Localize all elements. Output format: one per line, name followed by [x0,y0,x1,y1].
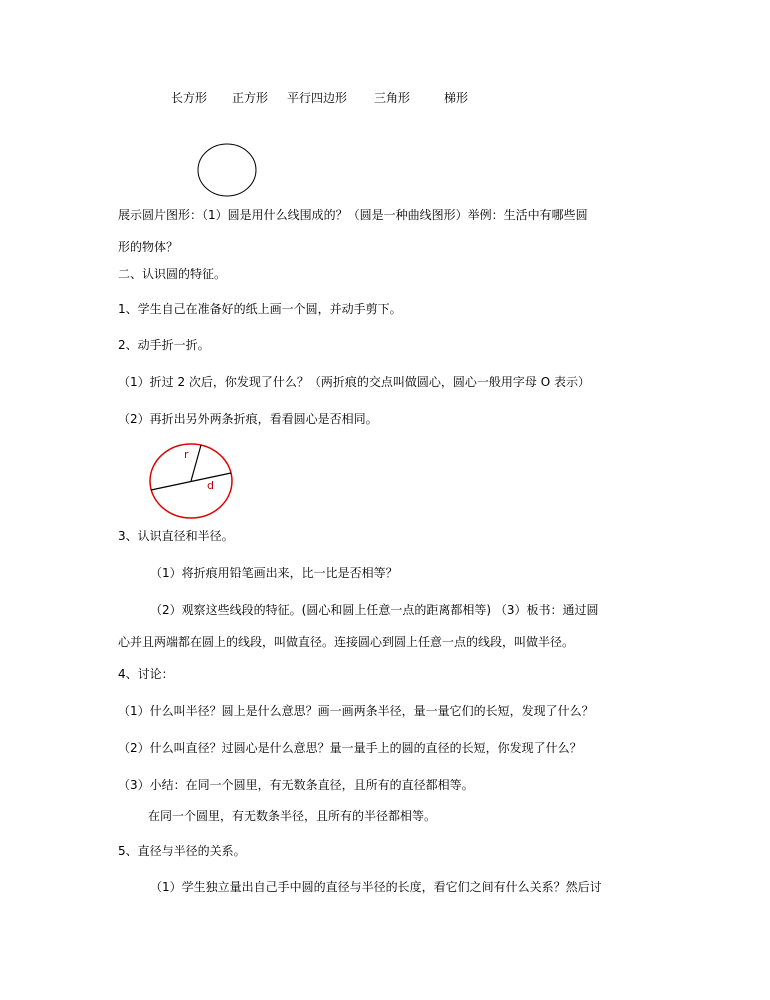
radius-label: r [184,448,189,461]
section-heading-2: 二、认识圆的特征。 [118,267,227,281]
diameter-line [151,473,231,490]
text-line-11: 心并且两端都在圆上的线段，叫做直径。连接圆心到圆上任意一点的线段，叫做半径。 [118,635,575,649]
shape-parallelogram-label: 平行四边形 [287,91,348,105]
text-line-14: （2）什么叫直径？过圆心是什么意思？量一量手上的圆的直径的长短，你发现了什么？ [118,741,582,755]
text-line-7: （2）再折出另外两条折痕，看看圆心是否相同。 [118,412,378,426]
text-line-4: 1、学生自己在准备好的纸上画一个圆，并动手剪下。 [118,302,402,316]
diameter-label: d [207,479,214,492]
text-line-17: 5、直径与半径的关系。 [118,844,246,858]
text-line-13: （1）什么叫半径？圆上是什么意思？画一画两条半径，量一量它们的长短，发现了什么？ [118,704,594,718]
text-line-18: （1）学生独立量出自己手中圆的直径与半径的长度，看它们之间有什么关系？然后讨 [150,880,602,894]
shape-triangle-label: 三角形 [374,91,411,105]
text-line-9: （1）将折痕用铅笔画出来，比一比是否相等？ [150,566,398,580]
text-line-10: （2）观察这些线段的特征。(圆心和圆上任意一点的距离都相等) （3）板书：通过圆 [150,603,599,617]
text-line-5: 2、动手折一折。 [118,338,210,352]
shape-rectangle-label: 长方形 [171,91,208,105]
text-line-15: （3）小结：在同一个圆里，有无数条直径，且所有的直径都相等。 [118,778,474,792]
text-line-12: 4、讨论： [118,667,174,681]
text-line-8: 3、认识直径和半径。 [118,529,234,543]
radius-line [191,445,201,481]
shape-square-label: 正方形 [232,91,269,105]
shape-trapezoid-label: 梯形 [444,91,469,105]
text-line-2: 形的物体？ [118,240,179,254]
text-line-6: （1）折过 2 次后，你发现了什么？（两折痕的交点叫做圆心，圆心一般用字母 O 表示） [118,375,590,389]
text-line-16: 在同一个圆里，有无数条半径，且所有的半径都相等。 [148,809,437,823]
text-line-1: 展示圆片图形：（1）圆是用什么线围成的？（圆是一种曲线图形）举例：生活中有哪些圆 [118,208,588,222]
